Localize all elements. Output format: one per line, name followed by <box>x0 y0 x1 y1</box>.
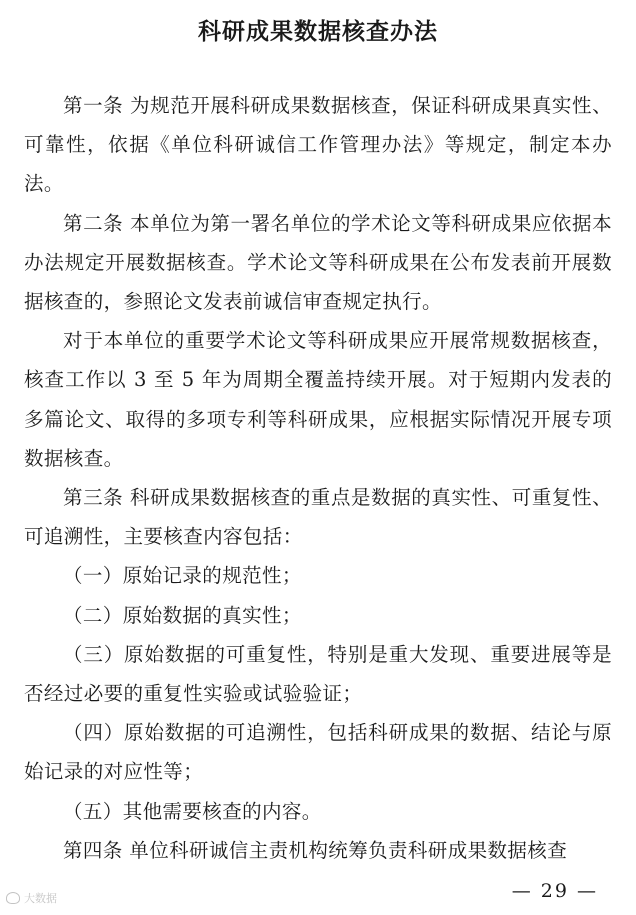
document-body <box>24 86 612 870</box>
paragraph-article-4: 第四条 单位科研诚信主责机构统筹负责科研成果数据核查 <box>63 838 568 862</box>
list-item-4: （四）原始数据的可追溯性，包括科研成果的数据、结论与原始记录的对应性等； <box>24 721 612 784</box>
page-number: — 29 — <box>511 880 598 902</box>
list-item-5: （五）其他需要核查的内容。 <box>63 799 322 823</box>
list-item-2: （二）原始数据的真实性； <box>63 603 302 627</box>
document-title: 科研成果数据核查办法 <box>198 19 438 45</box>
paragraph-article-3: 第三条 科研成果数据核查的重点是数据的真实性、可重复性、可追溯性，主要核查内容包括： <box>24 486 612 549</box>
watermark-text: 大数据 <box>24 892 57 905</box>
list-item-3: （三）原始数据的可重复性，特别是重大发现、重要进展等是否经过必要的重复性实验或试验验证； <box>24 642 612 706</box>
paragraph-routine-check: 对于本单位的重要学术论文等科研成果应开展常规数据核查，核查工作以 3 至 5 年为周期全覆盖持续开展。对于短期内发表的多篇论文、取得的多项专利等科研成果，应根据实际情况开展专项数据核查。 <box>24 329 612 470</box>
watermark <box>6 890 57 906</box>
list-item-1: （一）原始记录的规范性； <box>63 564 302 588</box>
paragraph-article-1: 第一条 为规范开展科研成果数据核查，保证科研成果真实性、可靠性，依据《单位科研诚信工作管理办法》等规定，制定本办法。 <box>24 94 612 196</box>
paragraph-article-2: 第二条 本单位为第一署名单位的学术论文等科研成果应依据本办法规定开展数据核查。学术论文等科研成果在公布发表前开展数据核查的，参照论文发表前诚信审查规定执行。 <box>24 211 612 314</box>
watermark-logo-icon <box>6 892 20 904</box>
